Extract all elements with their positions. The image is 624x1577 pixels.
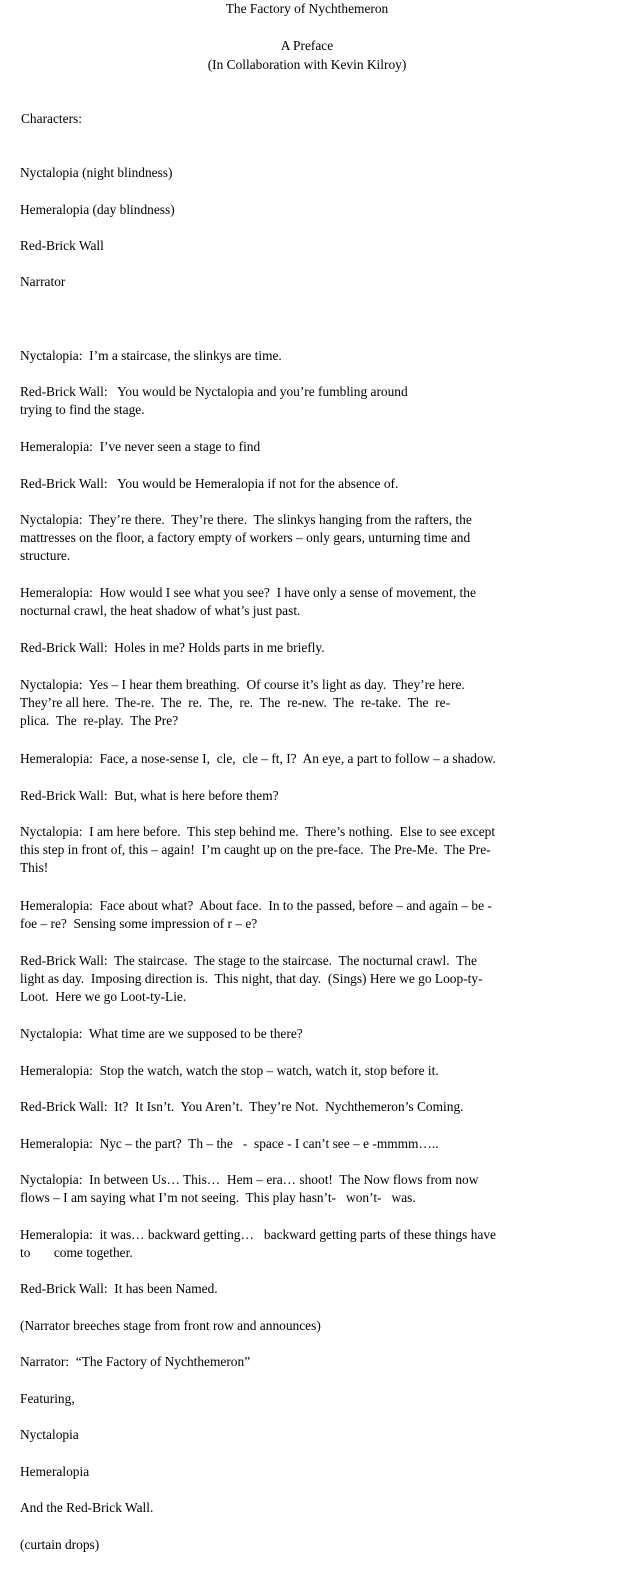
script-line: flows – I am saying what I’m not seeing. This play hasn’t- won’t- was. — [20, 1190, 416, 1205]
script-line: Hemeralopia: Face, a nose-sense I, cle, cle – ft, I? An eye, a part to follow – a shadow. — [20, 751, 496, 766]
script-line: light as day. Imposing direction is. This night, that day. (Sings) Here we go Loop-ty- — [20, 971, 483, 986]
script-line: trying to find the stage. — [20, 402, 145, 417]
script-line: Red-Brick Wall: Holes in me? Holds parts in me briefly. — [20, 640, 325, 655]
script-line: Nyctalopia: They’re there. They’re there. The slinkys hanging from the rafters, the — [20, 512, 472, 527]
script-line: Featuring, — [20, 1391, 75, 1406]
script-line: Nyctalopia: I’m a staircase, the slinkys are time. — [20, 348, 282, 363]
script-line: (Narrator breeches stage from front row and announces) — [20, 1318, 321, 1333]
script-line: Red-Brick Wall: But, what is here before them? — [20, 788, 279, 803]
play-title: The Factory of Nychthemeron — [225, 1, 389, 16]
character-nyctalopia: Nyctalopia (night blindness) — [20, 165, 173, 180]
character-hemeralopia: Hemeralopia (day blindness) — [20, 202, 175, 217]
script-line: this step in front of, this – again! I’m caught up on the pre-face. The Pre-Me. The Pre- — [20, 842, 491, 857]
script-line: foe – re? Sensing some impression of r – e? — [20, 916, 258, 931]
script-line: Hemeralopia — [20, 1464, 90, 1479]
script-line: plica. The re-play. The Pre? — [20, 713, 179, 728]
script-line: Hemeralopia: How would I see what you see? I have only a sense of movement, the — [20, 585, 476, 600]
script-line: to come together. — [20, 1245, 133, 1260]
script-line: Nyctalopia: In between Us… This… Hem – era… shoot! The Now flows from now — [20, 1172, 479, 1187]
script-line: Red-Brick Wall: You would be Nyctalopia and you’re fumbling around — [20, 384, 408, 399]
script-line: mattresses on the floor, a factory empty of workers – only gears, unturning time and — [20, 530, 471, 545]
script-line: This! — [20, 860, 49, 875]
script-line: Red-Brick Wall: It? It Isn’t. You Aren’t. They’re Not. Nychthemeron’s Coming. — [20, 1099, 464, 1114]
script-line: Red-Brick Wall: You would be Hemeralopia if not for the absence of. — [20, 476, 399, 491]
script-line: nocturnal crawl, the heat shadow of what’s just past. — [20, 603, 301, 618]
script-line: Hemeralopia: Nyc – the part? Th – the - space - I can’t see – e -mmmm….. — [20, 1136, 439, 1151]
script-line: Nyctalopia — [20, 1427, 79, 1442]
script-line: Narrator: “The Factory of Nychthemeron” — [20, 1354, 251, 1369]
script-line: structure. — [20, 548, 71, 563]
script-line: Nyctalopia: What time are we supposed to be there? — [20, 1026, 303, 1041]
character-red-brick-wall: Red-Brick Wall — [20, 238, 104, 253]
script-line: Loot. Here we go Loot-ty-Lie. — [20, 989, 187, 1004]
script-line: Nyctalopia: I am here before. This step behind me. There’s nothing. Else to see except — [20, 824, 496, 839]
script-line: Hemeralopia: Stop the watch, watch the stop – watch, watch it, stop before it. — [20, 1063, 439, 1078]
script-line: Red-Brick Wall: The staircase. The stage to the staircase. The nocturnal crawl. The — [20, 953, 477, 968]
script-line: Red-Brick Wall: It has been Named. — [20, 1281, 218, 1296]
script-line: And the Red-Brick Wall. — [20, 1500, 154, 1515]
collaboration-note: (In Collaboration with Kevin Kilroy) — [207, 57, 407, 72]
script-line: Hemeralopia: I’ve never seen a stage to find — [20, 439, 261, 454]
preface-heading: A Preface — [280, 38, 334, 53]
script-line: They’re all here. The-re. The re. The, re. The re-new. The re-take. The re- — [20, 695, 451, 710]
script-line: Nyctalopia: Yes – I hear them breathing. Of course it’s light as day. They’re here. — [20, 677, 465, 692]
script-line: (curtain drops) — [20, 1537, 100, 1552]
character-narrator: Narrator — [20, 274, 66, 289]
characters-heading: Characters: — [21, 111, 82, 126]
script-line: Hemeralopia: it was… backward getting… backward getting parts of these things have — [20, 1227, 496, 1242]
script-line: Hemeralopia: Face about what? About face. In to the passed, before – and again – be - — [20, 898, 492, 913]
